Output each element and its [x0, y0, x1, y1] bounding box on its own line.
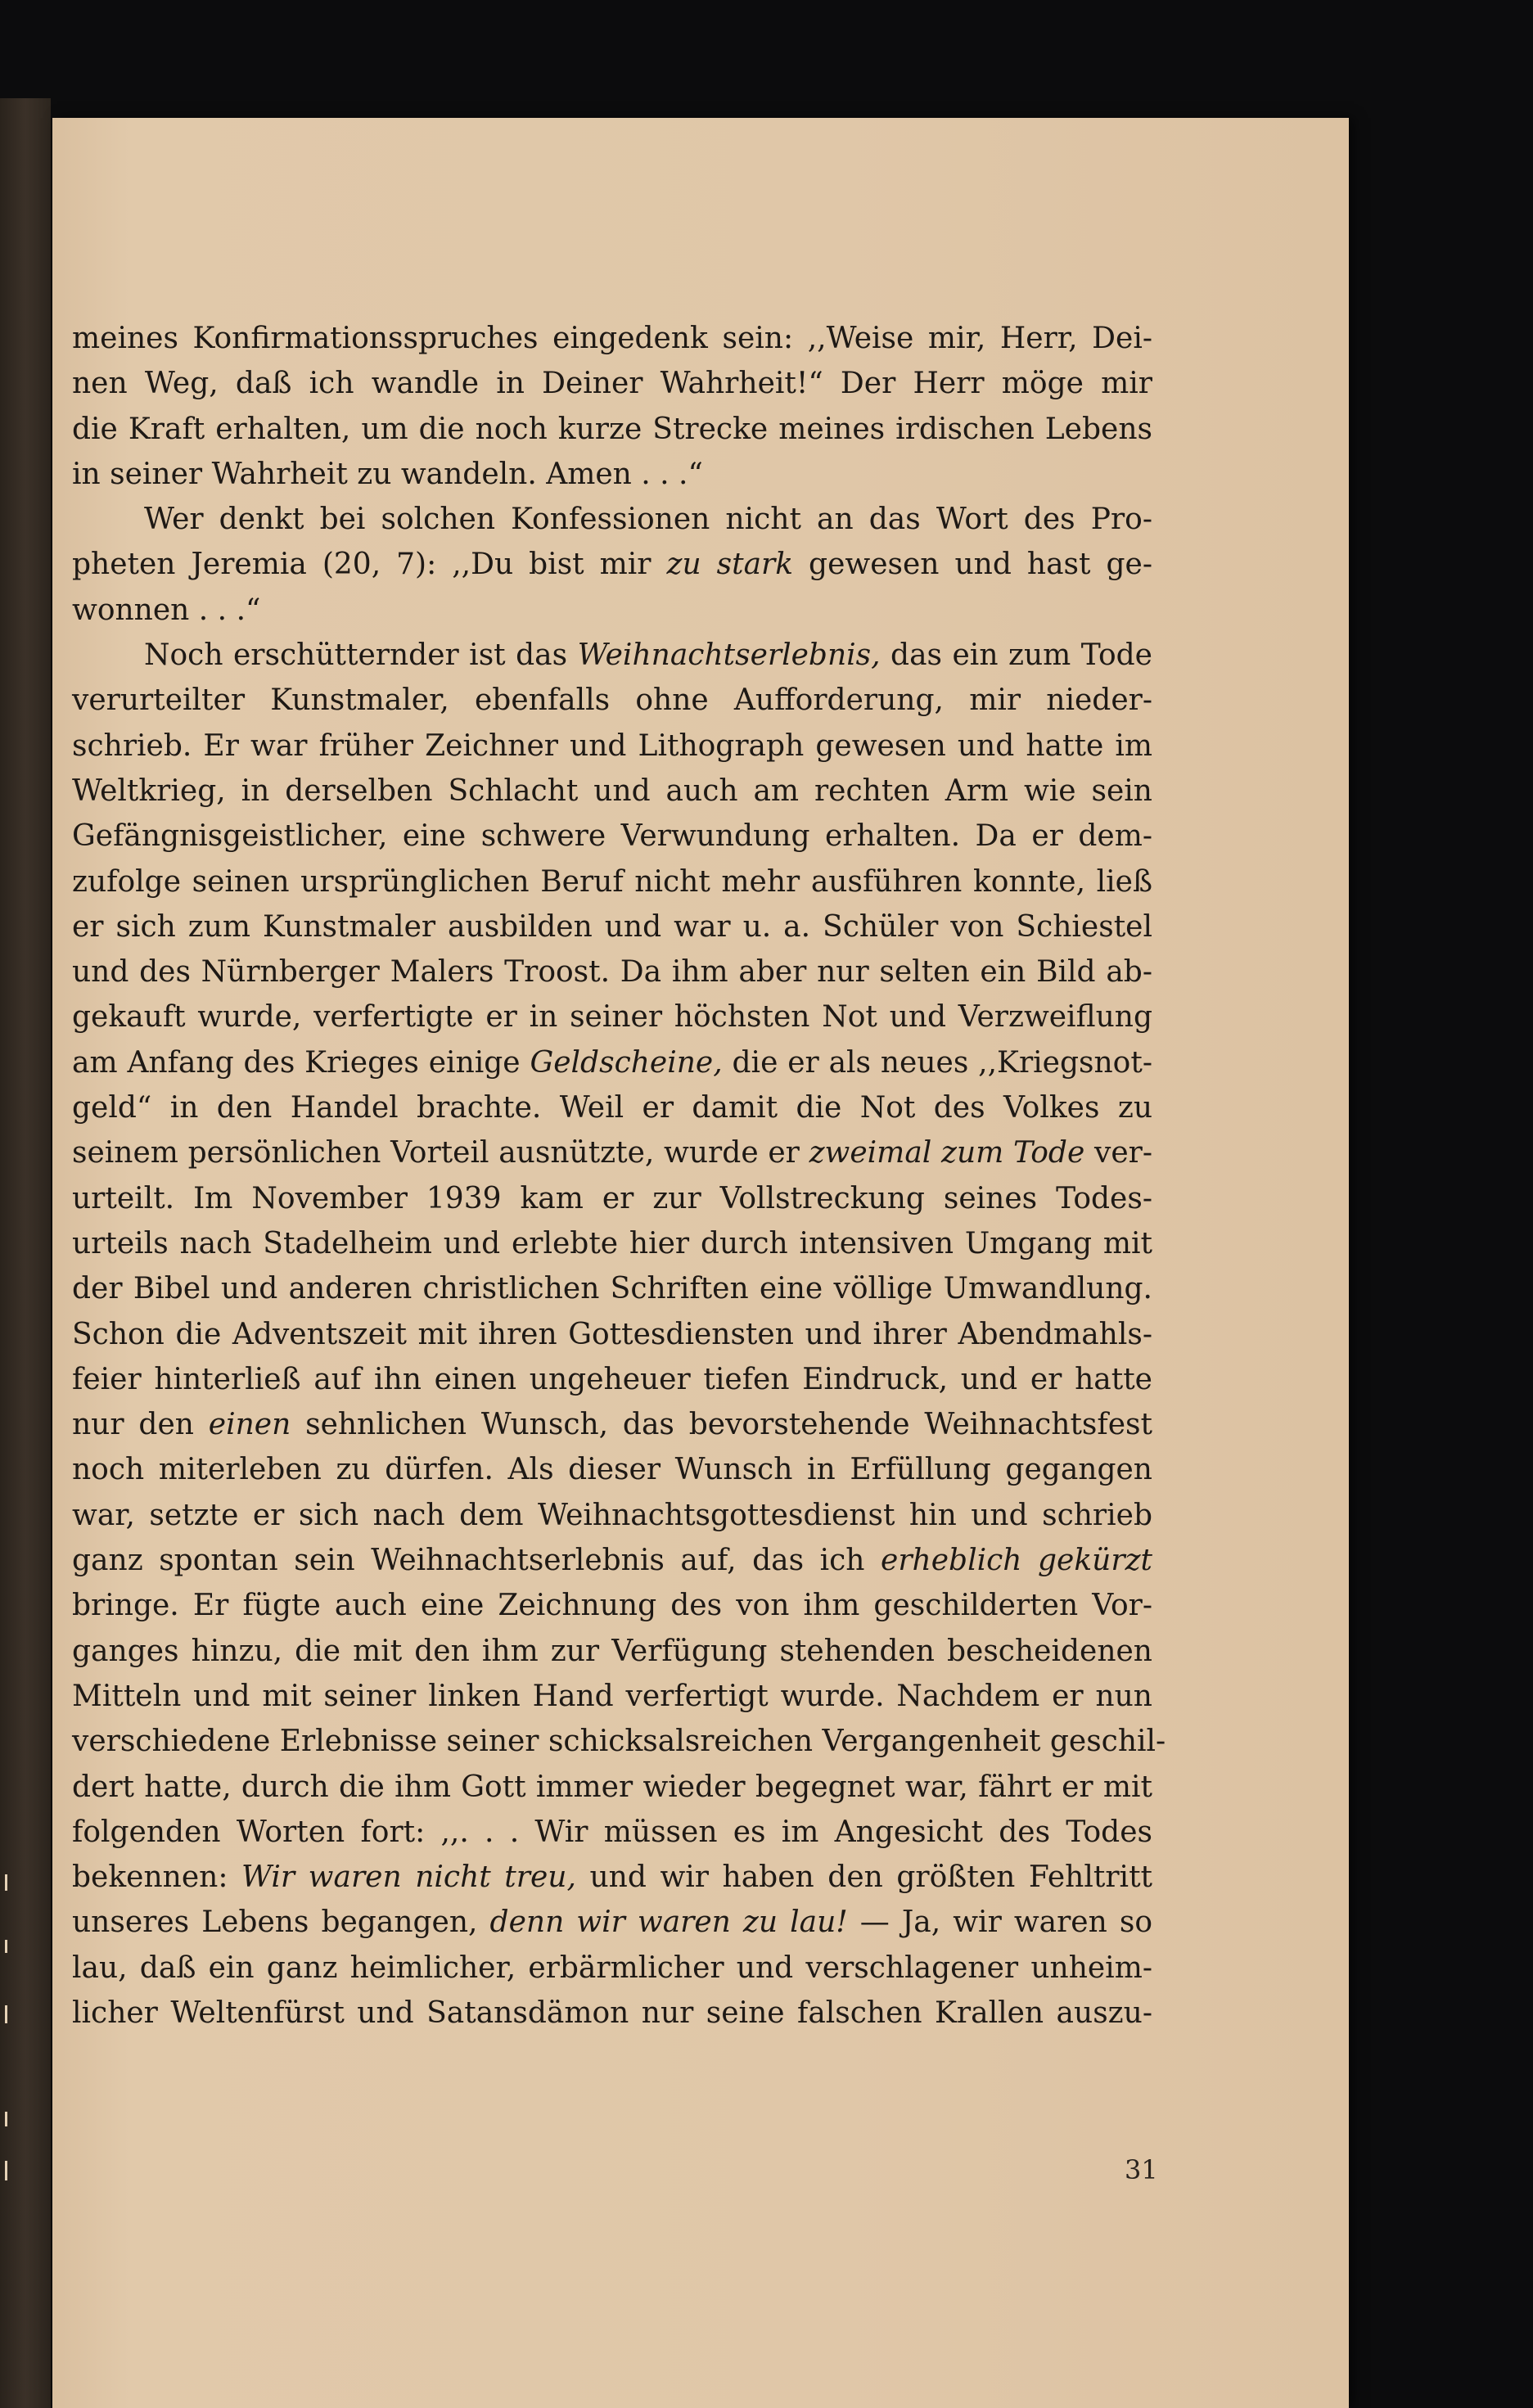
text-line: folgenden Worten fort: ,,. . . Wir müssen es im Angesicht des Todes — [72, 1815, 1152, 1849]
text-line: Gefängnisgeistlicher, eine schwere Verwundung erhalten. Da er dem- — [72, 819, 1152, 854]
text-line: die Kraft erhalten, um die noch kurze Strecke meines irdischen Lebens — [72, 412, 1152, 446]
emphasis-text: denn wir waren zu lau! — [489, 1905, 848, 1940]
text-line: licher Weltenfürst und Satansdämon nur seine falschen Krallen auszu- — [72, 1995, 1152, 2030]
text-line: Schon die Adventszeit mit ihren Gottesdiensten und ihrer Abendmahls- — [72, 1317, 1152, 1351]
page-stack-edge — [0, 98, 51, 2408]
text-line: geld“ in den Handel brachte. Weil er damit die Not des Volkes zu — [72, 1091, 1152, 1125]
text-line: bringe. Er fügte auch eine Zeichnung des von ihm geschilderten Vor- — [72, 1589, 1152, 1623]
text-line: meines Konfirmationsspruches eingedenk sein: ,,Weise mir, Herr, Dei- — [72, 322, 1152, 355]
book-page — [52, 118, 1349, 2408]
text-line: schrieb. Er war früher Zeichner und Lithograph gewesen und hatte im — [72, 728, 1152, 763]
emphasis-text: Weihnachtserlebnis, — [577, 638, 881, 673]
text-line: verschiedene Erlebnisse seiner schicksalsreichen Vergangenheit geschil- — [72, 1725, 1166, 1759]
text-line: noch miterleben zu dürfen. Als dieser Wunsch in Erfüllung gegangen — [72, 1453, 1152, 1487]
text-line: wonnen . . .“ — [72, 593, 261, 627]
line-segment: am Anfang des Krieges einige — [72, 1045, 530, 1080]
text-line: der Bibel und anderen christlichen Schriften eine völlige Umwandlung. — [72, 1272, 1152, 1306]
line-segment: die er als neues ,,Kriegsnot- — [722, 1045, 1152, 1080]
text-line: dert hatte, durch die ihm Gott immer wieder begegnet war, fährt er mit — [72, 1770, 1152, 1804]
text-line — [72, 1130, 1152, 1175]
edge-mark — [5, 1940, 7, 1953]
emphasis-text: Geldscheine, — [530, 1045, 723, 1080]
text-line: war, setzte er sich nach dem Weihnachtsgottesdienst hin und schrieb — [72, 1498, 1152, 1532]
text-line: Mitteln und mit seiner linken Hand verfertigt wurde. Nachdem er nun — [72, 1679, 1152, 1713]
text-line: er sich zum Kunstmaler ausbilden und war u. a. Schüler von Schiestel — [72, 909, 1152, 944]
text-line: verurteilter Kunstmaler, ebenfalls ohne Aufforderung, mir nieder- — [72, 683, 1152, 718]
line-segment: sehnlichen Wunsch, das bevorstehende Weihnachtsfest — [291, 1408, 1152, 1442]
text-line: nen Weg, daß ich wandle in Deiner Wahrheit!“ Der Herr möge mir — [72, 367, 1152, 401]
text-line — [72, 1900, 1152, 1945]
line-segment: unseres Lebens begangen, — [72, 1905, 490, 1940]
text-line: urteils nach Stadelheim und erlebte hier durch intensiven Umgang mit — [72, 1226, 1152, 1260]
text-line: Weltkrieg, in derselben Schlacht und auch am rechten Arm wie sein — [72, 773, 1152, 808]
text-line — [72, 1538, 1152, 1583]
text-line — [72, 633, 1152, 678]
line-segment: Noch erschütternder ist das — [144, 638, 578, 673]
text-line — [72, 1402, 1152, 1447]
text-line: gekauft wurde, verfertigte er in seiner höchsten Not und Verzweiflung — [72, 1000, 1152, 1035]
emphasis-text: erheblich gekürzt — [881, 1544, 1152, 1578]
emphasis-text: einen — [208, 1408, 291, 1442]
emphasis-text: zu stark — [666, 548, 794, 582]
line-segment: ganz spontan sein Weihnachtserlebnis auf, das ich — [72, 1544, 881, 1578]
edge-mark — [5, 1874, 7, 1891]
text-line: urteilt. Im November 1939 kam er zur Vollstreckung seines Todes- — [72, 1181, 1152, 1215]
page-number: 31 — [1125, 2154, 1158, 2185]
line-segment: pheten Jeremia (20, 7): ,,Du bist mir — [72, 548, 667, 582]
text-line — [72, 1040, 1152, 1085]
edge-mark — [5, 2161, 7, 2180]
text-line: in seiner Wahrheit zu wandeln. Amen . . .“ — [72, 457, 703, 491]
line-segment: ver- — [1084, 1136, 1152, 1170]
emphasis-text: Wir waren nicht treu, — [241, 1860, 576, 1895]
line-segment: seinem persönlichen Vorteil ausnützte, wurde er — [72, 1136, 809, 1170]
line-segment: nur den — [72, 1408, 209, 1442]
line-segment: gewesen und hast ge- — [793, 548, 1152, 582]
text-line: feier hinterließ auf ihn einen ungeheuer tiefen Eindruck, und er hatte — [72, 1362, 1152, 1396]
text-line: und des Nürnberger Malers Troost. Da ihm aber nur selten ein Bild ab- — [72, 955, 1152, 990]
line-segment: bekennen: — [72, 1860, 242, 1895]
edge-mark — [5, 2005, 7, 2023]
body-text — [72, 316, 1166, 2036]
text-line: zufolge seinen ursprünglichen Beruf nicht mehr ausführen konnte, ließ — [72, 864, 1152, 899]
text-line: ganges hinzu, die mit den ihm zur Verfügung stehenden bescheidenen — [72, 1634, 1152, 1668]
text-line — [72, 1855, 1152, 1900]
line-segment: und wir haben den größten Fehltritt — [575, 1860, 1153, 1895]
text-line — [72, 542, 1152, 587]
line-segment: — Ja, wir waren so — [847, 1905, 1152, 1940]
text-line: Wer denkt bei solchen Konfessionen nicht an das Wort des Pro- — [144, 503, 1152, 537]
text-line: lau, daß ein ganz heimlicher, erbärmlicher und verschlagener unheim- — [72, 1950, 1152, 1985]
edge-mark — [5, 2112, 7, 2126]
emphasis-text: zweimal zum Tode — [809, 1136, 1085, 1170]
line-segment: das ein zum Tode — [880, 638, 1152, 673]
